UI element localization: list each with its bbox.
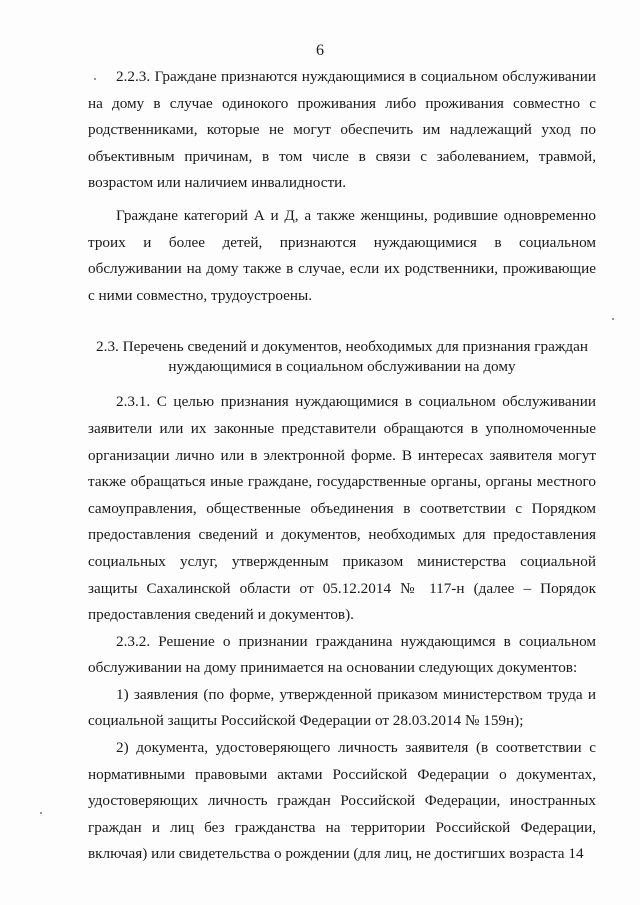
paragraph-2-3-1: 2.3.1. С целью признания нуждающимися в социальном обслуживании заявители или их законные представители обращаются в уполномоченные организации лично или в электронной форме. В интересах заявителя могут также обращаться иные граждане, государственные органы, органы местного самоуправления, общественные объединения в соответствии с Порядком предоставления сведений и документов, необходимых для предоставления социальных услуг, утвержденным приказом министерства социальной защиты Сахалинской области от 05.12.2014 № 117-н (далее – Порядок предоставления сведений и документов). (88, 393, 596, 624)
section-heading-2-3 (88, 337, 596, 377)
section-heading-line-1: 2.3. Перечень сведений и документов, необходимых для признания граждан (96, 338, 588, 356)
page-number: 6 (316, 42, 324, 59)
list-item-2-identity-document: 2) документа, удостоверяющего личность заявителя (в соответствии с нормативными правовыми актами Российской Федерации о документах, удостоверяющих личность граждан Российской Федерации, иностранных граждан и лиц без гражданства на территории Российской Федерации, включая) или свидетельства о рождении (для лиц, не достигших возраста 14 (88, 739, 596, 863)
paragraph-categories-a-d: Граждане категорий А и Д, а также женщины, родившие одновременно троих и более детей, признаются нуждающимися в социальном обслуживании на дому также в случае, если их родственники, проживающие с ними совместно, трудоустроены. (88, 206, 596, 304)
paragraph-2-2-3: 2.2.3. Граждане признаются нуждающимися в социальном обслуживании на дому в случае одинокого проживания либо проживания совместно с родственниками, которые не могут обеспечить им надлежащий уход по объективным причинам, в том числе в связи с заболеванием, травмой, возрастом или наличием инвалидности. (88, 68, 596, 192)
document-body (88, 64, 596, 868)
list-item-1-application: 1) заявления (по форме, утвержденной приказом министерством труда и социальной защиты Российской Федерации от 28.03.2014 № 159н); (88, 685, 596, 730)
paragraph-2-3-2: 2.3.2. Решение о признании гражданина нуждающимся в социальном обслуживании на дому принимается на основании следующих документов: (88, 632, 596, 677)
section-heading-line-2: нуждающимися в социальном обслуживании на дому (168, 358, 516, 376)
